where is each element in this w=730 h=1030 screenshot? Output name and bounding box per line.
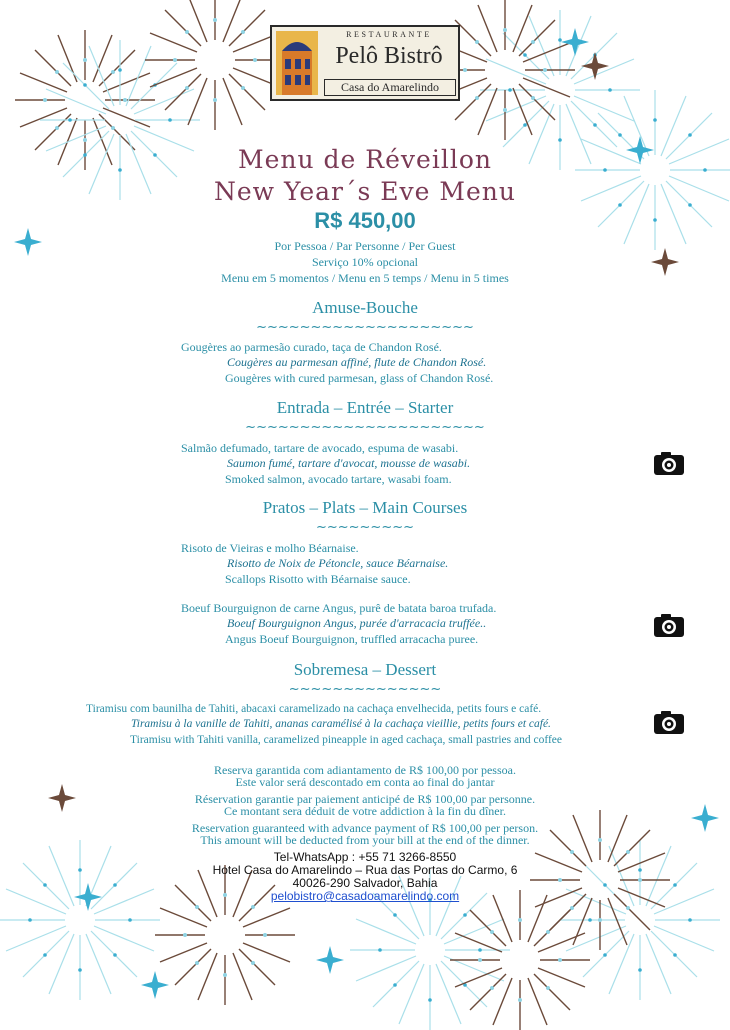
camera-icon[interactable] [653, 612, 685, 638]
restaurant-logo [270, 25, 460, 101]
logo-top-text: RESTAURANTE [346, 30, 432, 39]
reservation-fr-2: Ce montant sera déduit de votre addiction à la fin du dîner. [224, 804, 506, 818]
starter-en: Smoked salmon, avocado tartare, wasabi foam. [225, 472, 452, 486]
contact-email-row [0, 890, 730, 903]
contact-email-link[interactable]: pelobistro@casadoamarelindo.com [270, 889, 460, 903]
section-title-main: Pratos – Plats – Main Courses [262, 498, 468, 517]
dessert-en: Tiramisu with Tahiti vanilla, caramelized pineapple in aged cachaça, small pastries and coffee [130, 734, 562, 746]
logo-name: Pelô Bistrô [335, 43, 443, 69]
reservation-pt-1: Reserva garantida com adiantamento de R$ 100,00 por pessoa. [214, 763, 516, 777]
firework-icon [40, 40, 200, 200]
divider: ~~~~~~~~~~~~~~~~~~~~ [256, 320, 474, 335]
star-icon [316, 946, 344, 974]
section-title-starter: Entrada – Entrée – Starter [276, 398, 454, 417]
camera-icon[interactable] [653, 709, 685, 735]
main1-en: Scallops Risotto with Béarnaise sauce. [225, 572, 411, 586]
camera-icon[interactable] [653, 450, 685, 476]
divider: ~~~~~~~~~ [315, 520, 415, 535]
contact-city: 40026-290 Salvador, Bahia [292, 876, 438, 890]
main1-fr: Risotto de Noix de Pétoncle, sauce Béarnaise. [227, 556, 449, 570]
reservation-pt-2: Este valor será descontado em conta ao final do jantar [235, 775, 495, 789]
divider: ~~~~~~~~~~~~~~~~~~~~~~ [245, 420, 485, 435]
contact-address: Hotel Casa do Amarelindo – Rua das Portas do Carmo, 6 [212, 863, 518, 877]
amuse-pt: Gougères ao parmesão curado, taça de Chandon Rosé. [181, 340, 442, 354]
star-icon [141, 971, 169, 999]
starter-fr: Saumon fumé, tartare d'avocat, mousse de wasabi. [227, 456, 471, 470]
main1-pt: Risoto de Vieiras e molho Béarnaise. [181, 541, 359, 555]
reservation-en-1: Reservation guaranteed with advance payment of R$ 100,00 per person. [191, 821, 539, 835]
amuse-fr: Cougères au parmesan affiné, flute de Chandon Rosé. [227, 355, 487, 369]
menu-title-pt: Menu de Réveillon [238, 145, 492, 174]
amuse-en: Gougères with cured parmesan, glass of Chandon Rosé. [225, 371, 494, 385]
section-title-dessert: Sobremesa – Dessert [293, 660, 437, 679]
menu-moments: Menu em 5 momentos / Menu en 5 temps / Menu in 5 times [221, 271, 509, 285]
main2-pt: Boeuf Bourguignon de carne Angus, purê de batata baroa trufada. [181, 601, 497, 615]
per-guest: Por Pessoa / Par Personne / Per Guest [274, 239, 456, 253]
dessert-pt: Tiramisu com baunilha de Tahiti, abacaxi caramelizado na cachaça envelhecida, petits fours e café. [86, 703, 542, 715]
dessert-fr: Tiramisu à la vanille de Tahiti, ananas caramélisé à la cachaça vieillie, petits fours et café. [131, 718, 551, 730]
reservation-fr-1: Réservation garantie par paiement anticipé de R$ 100,00 par personne. [194, 792, 536, 806]
price: R$ 450,00 [314, 208, 416, 233]
firework-icon [145, 0, 285, 130]
starter-pt: Salmão defumado, tartare de avocado, espuma de wasabi. [181, 441, 459, 455]
logo-subtitle: Casa do Amarelindo [324, 79, 456, 96]
star-icon [581, 52, 609, 80]
contact-phone: Tel-WhatsApp : +55 71 3266-8550 [273, 850, 457, 864]
service-charge: Serviço 10% opcional [312, 255, 418, 269]
menu-title-en: New Year´s Eve Menu [214, 177, 516, 206]
main2-en: Angus Boeuf Bourguignon, truffled arracacha puree. [225, 632, 479, 646]
reservation-en-2: This amount will be deducted from your bill at the end of the dinner. [200, 833, 530, 847]
section-title-amuse: Amuse-Bouche [312, 298, 418, 317]
main2-fr: Boeuf Bourguignon Angus, purée d'arracacia truffée.. [227, 616, 487, 630]
logo-building-icon [276, 31, 318, 95]
divider: ~~~~~~~~~~~~~~ [288, 682, 442, 697]
